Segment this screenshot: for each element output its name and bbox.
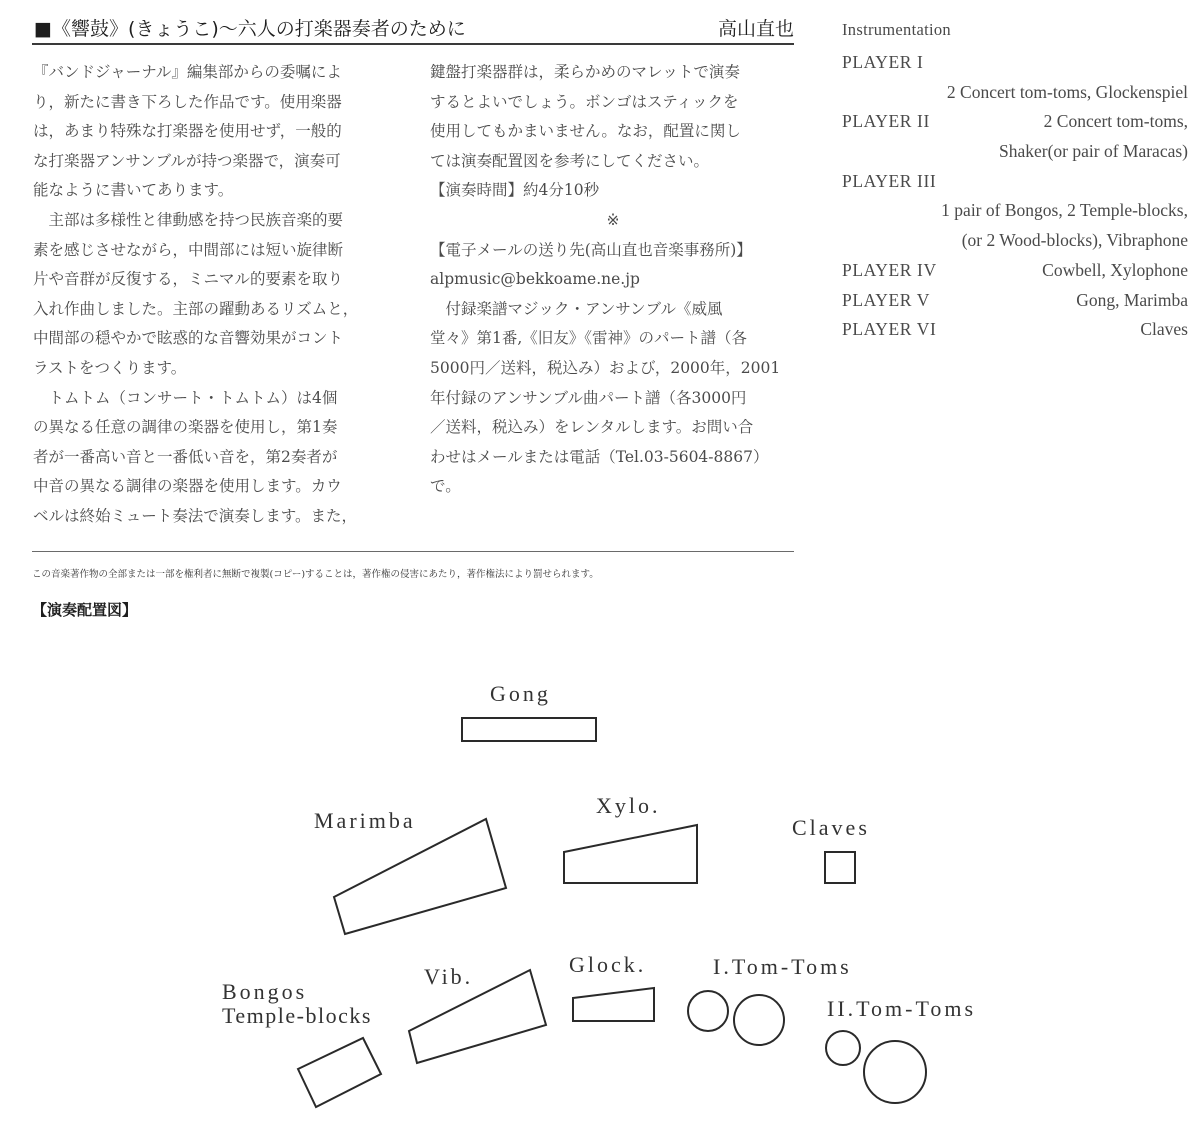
glock-label: Glock. [569,952,647,977]
temple-blocks-label: Temple-blocks [222,1003,372,1028]
player-label: PLAYER IV [842,259,937,280]
instrumentation-list [842,18,1188,345]
player-label: PLAYER III [842,170,937,191]
text-line: ／送料，税込み）をレンタルします。お問い合 [430,418,754,437]
tom-tom-1-large [734,995,784,1045]
text-line: 使用してもかまいません。なお，配置に関し [430,122,741,141]
tom-tom-2-small [826,1031,860,1065]
player-label: PLAYER V [842,289,930,310]
instrumentation-row [842,256,1188,286]
program-notes-column-2 [430,58,796,502]
text-line: 鍵盤打楽器群は，柔らかめのマレットで演奏 [430,63,740,81]
text-line: 入れ作曲しました。主部の躍動あるリズムと， [33,299,359,318]
tom-tom-1-small [688,991,728,1031]
section-separator-mark: ※ [606,210,620,229]
marimba-label: Marimba [314,808,416,833]
text-line: は，あまり特殊な打楽器を使用せず，一般的 [33,122,342,141]
instrumentation-row [842,315,1188,345]
text-line: ベルは終始ミュート奏法で演奏します。また， [33,506,357,525]
text-line: 付録楽譜マジック・アンサンブル《威風 [430,299,723,318]
layout-diagram-heading: 【演奏配置図】 [32,601,138,619]
tom-toms-1-label: I.Tom-Toms [713,954,852,979]
performance-time: 【演奏時間】約4分10秒 [430,181,600,200]
player-label: PLAYER II [842,111,930,132]
xylo-label: Xylo. [596,793,661,818]
marimba-shape [334,819,506,934]
program-notes-column-1 [33,58,399,532]
player-instruments: 2 Concert tom-toms, Glockenspiel [946,81,1188,102]
player-instruments: Shaker(or pair of Maracas) [998,141,1188,162]
header-divider [32,43,794,45]
text-line: で。 [430,477,461,496]
text-line: 堂々》第1番,《旧友》《雷神》のパート譜（各 [430,329,748,348]
text-line: 『バンドジャーナル』編集部からの委嘱によ [33,63,342,81]
text-line: 年付録のアンサンブル曲パート譜（各3000円 [430,388,747,407]
text-line: 主部は多様性と律動感を持つ民族音楽的要 [33,210,344,229]
footer-divider [32,551,794,552]
tom-toms-2-label: II.Tom-Toms [827,996,977,1021]
instrumentation-row [842,78,1188,108]
text-line: 者が一番高い音と一番低い音を，第2奏者が [33,447,338,466]
instrumentation-row [842,226,1188,256]
text-line: わせはメールまたは電話（Tel.03-5604-8867） [430,447,769,466]
instrumentation-row [842,196,1188,226]
instrumentation-row [842,107,1188,137]
instrumentation-row [842,48,1188,78]
text-line: ては演奏配置図を参考にしてください。 [430,151,710,170]
instrumentation-row [842,286,1188,316]
text-line: 5000円／送料，税込み）および，2000年，2001 [430,358,781,377]
composer-name: 高山直也 [717,18,794,40]
text-line: トムトム（コンサート・トムトム）は4個 [33,388,338,407]
gong-shape [462,718,596,741]
player-instruments: Claves [1140,319,1188,340]
email-heading: 【電子メールの送り先(高山直也音楽事務所)】 [430,240,752,259]
instrumentation-row [842,167,1188,197]
text-line: り，新たに書き下ろした作品です。使用楽器 [33,92,342,111]
tom-tom-2-large [864,1041,926,1103]
text-line: の異なる任意の調律の楽器を使用し，第1奏 [33,418,338,437]
text-line: するとよいでしょう。ボンゴはスティックを [430,92,739,111]
player-instruments: Gong, Marimba [1076,289,1188,310]
gong-label: Gong [490,681,551,706]
player-instruments: 2 Concert tom-toms, [1043,111,1188,132]
player-instruments: Cowbell, Xylophone [1042,259,1188,280]
copyright-notice: この音楽著作物の全部または一部を権利者に無断で複製(コピー)することは，著作権の侵害にあたり，著作権法により罰せられます。 [32,569,599,580]
claves-label: Claves [792,815,870,840]
email-address: alpmusic@bekkoame.ne.jp [430,270,640,289]
glockenspiel-shape [573,988,654,1021]
bongos-label: Bongos [222,979,308,1004]
player-label: PLAYER I [842,52,924,72]
text-line: 中音の異なる調律の楽器を使用します。カウ [33,477,342,496]
text-line: 片や音群が反復する，ミニマル的要素を取り [33,270,344,289]
text-line: な打楽器アンサンブルが持つ楽器で，演奏可 [33,151,341,170]
bongos-temple-blocks-shape [298,1038,381,1107]
player-instruments: 1 pair of Bongos, 2 Temple-blocks, [941,200,1188,221]
vib-label: Vib. [424,964,474,989]
text-line: 素を感じさせながら，中間部には短い旋律断 [33,240,344,259]
text-line: ラストをつくります。 [33,358,187,377]
instrumentation-row [842,137,1188,167]
player-instruments: (or 2 Wood-blocks), Vibraphone [961,230,1188,251]
piece-title: ■《響鼓》(きょうこ)～六人の打楽器奏者のために [34,18,466,40]
stage-layout-diagram [0,640,1200,1133]
player-label: PLAYER VI [842,319,937,340]
instrumentation-title: Instrumentation [842,20,951,39]
text-line: 中間部の穏やかで眩惑的な音響効果がコント [33,329,344,348]
xylophone-shape [564,825,697,883]
text-line: 能なように書いてあります。 [33,181,234,200]
claves-shape [825,852,855,883]
